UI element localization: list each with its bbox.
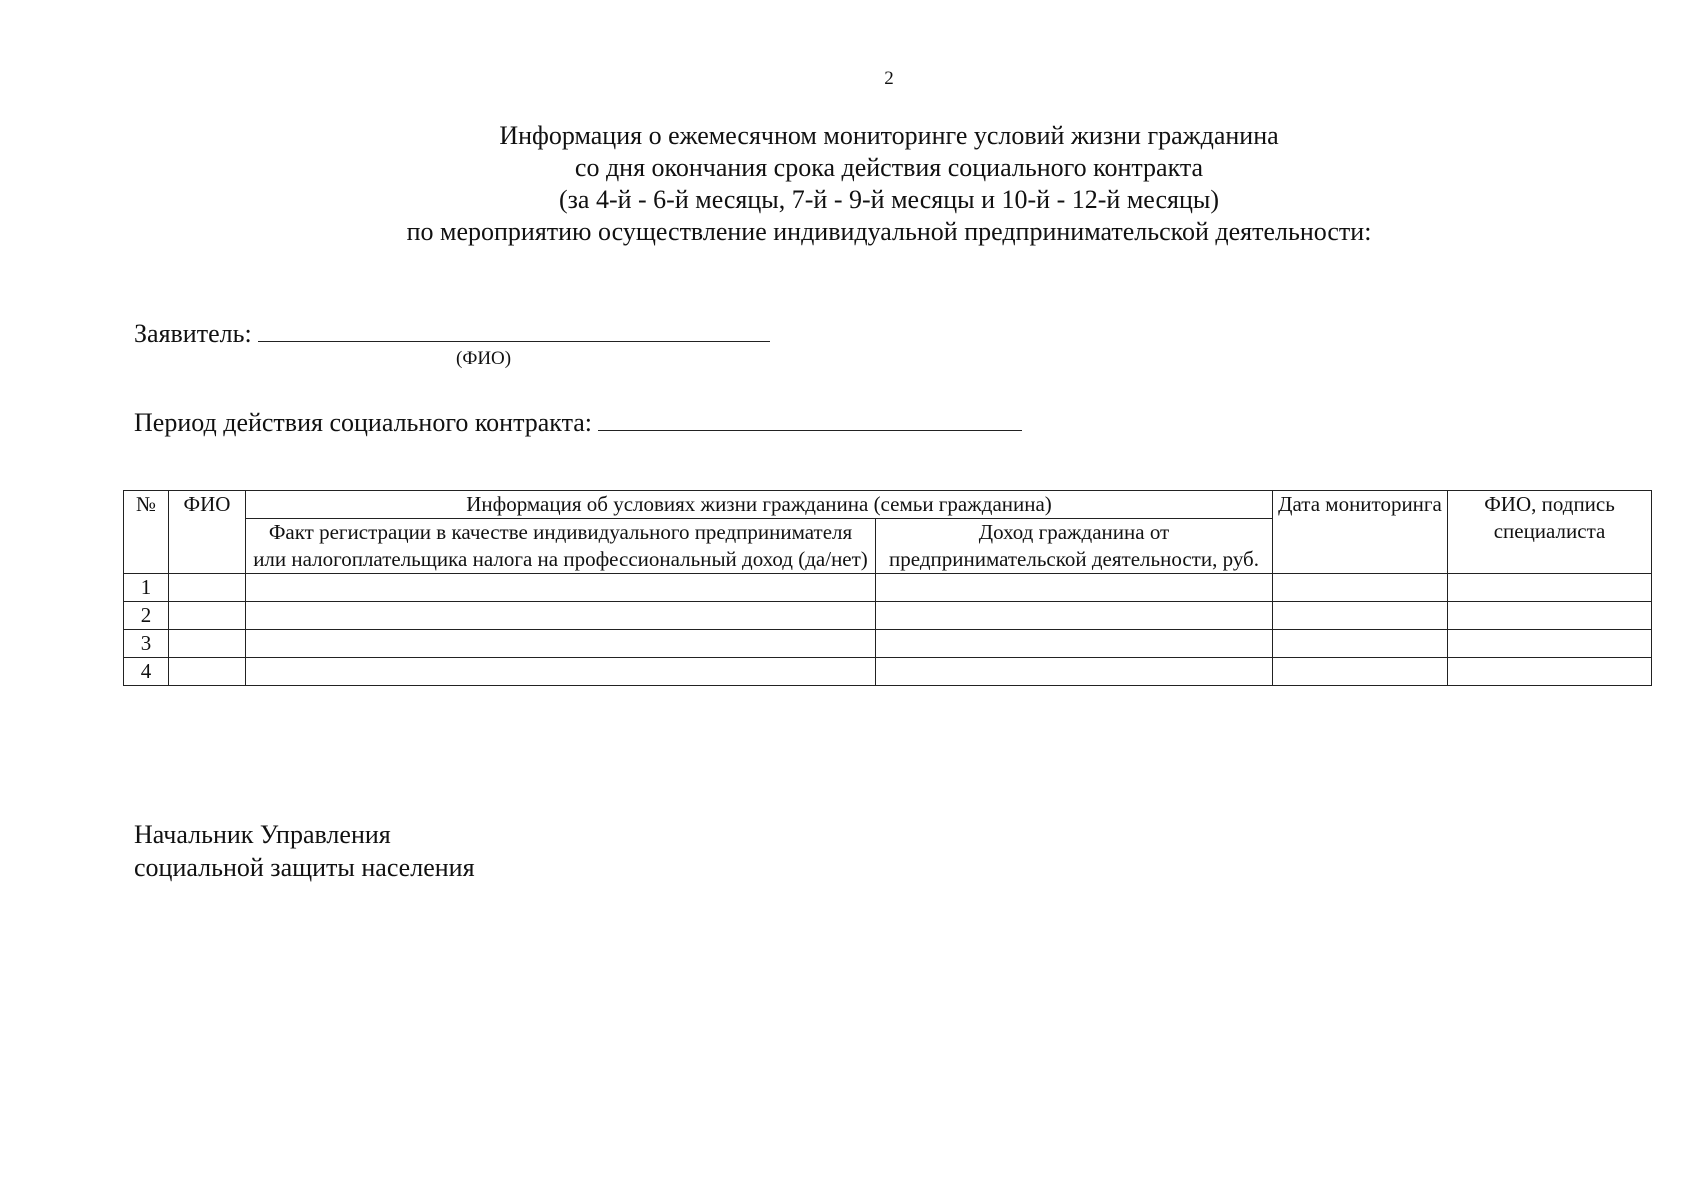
signature-block [134, 818, 475, 884]
table-row [124, 574, 1652, 602]
cell-income[interactable] [876, 658, 1273, 686]
title-line: со дня окончания срока действия социального контракта [574, 153, 1204, 182]
cell-specialist[interactable] [1448, 574, 1652, 602]
cell-fio[interactable] [169, 602, 246, 630]
header-fio: ФИО [169, 491, 246, 574]
cell-date[interactable] [1273, 630, 1448, 658]
cell-registration[interactable] [246, 574, 876, 602]
table-row [124, 630, 1652, 658]
row-number: 4 [124, 658, 169, 686]
applicant-fio-hint: (ФИО) [456, 348, 512, 369]
row-number: 3 [124, 630, 169, 658]
cell-specialist[interactable] [1448, 630, 1652, 658]
header-income: Доход гражданина от предпринимательской деятельности, руб. [876, 519, 1273, 574]
cell-specialist[interactable] [1448, 658, 1652, 686]
title-line: по мероприятию осуществление индивидуальной предпринимательской деятельности: [406, 217, 1372, 246]
header-number: № [124, 491, 169, 574]
cell-income[interactable] [876, 602, 1273, 630]
cell-fio[interactable] [169, 630, 246, 658]
title-line: Информация о ежемесячном мониторинге условий жизни гражданина [499, 121, 1279, 150]
table-row [124, 602, 1652, 630]
cell-registration[interactable] [246, 630, 876, 658]
document-title [0, 120, 1698, 248]
cell-registration[interactable] [246, 602, 876, 630]
cell-specialist[interactable] [1448, 602, 1652, 630]
contract-period-label: Период действия социального контракта: [134, 408, 593, 437]
cell-income[interactable] [876, 630, 1273, 658]
header-registration: Факт регистрации в качестве индивидуального предпринимателя или налогоплательщика налога на профессиональный доход (да/нет) [246, 519, 876, 574]
cell-registration[interactable] [246, 658, 876, 686]
table-row [124, 658, 1652, 686]
monitoring-table [123, 490, 1652, 686]
applicant-field [134, 315, 770, 349]
cell-date[interactable] [1273, 574, 1448, 602]
title-line: (за 4-й - 6-й месяцы, 7-й - 9-й месяцы и 10-й - 12-й месяцы) [558, 185, 1220, 214]
applicant-blank-line[interactable] [258, 315, 770, 342]
page-number: 2 [884, 68, 894, 89]
table-header-row [124, 491, 1652, 519]
cell-date[interactable] [1273, 658, 1448, 686]
row-number: 2 [124, 602, 169, 630]
applicant-label: Заявитель: [134, 319, 252, 348]
signature-line: социальной защиты населения [134, 853, 475, 882]
cell-fio[interactable] [169, 574, 246, 602]
cell-date[interactable] [1273, 602, 1448, 630]
header-specialist: ФИО, подпись специалиста [1448, 491, 1652, 574]
header-monitoring-date: Дата мониторинга [1273, 491, 1448, 574]
signature-line: Начальник Управления [134, 820, 391, 849]
cell-fio[interactable] [169, 658, 246, 686]
cell-income[interactable] [876, 574, 1273, 602]
row-number: 1 [124, 574, 169, 602]
header-info-group: Информация об условиях жизни гражданина (семьи гражданина) [246, 491, 1273, 519]
contract-period-blank-line[interactable] [598, 404, 1022, 431]
contract-period-field [134, 404, 1022, 438]
